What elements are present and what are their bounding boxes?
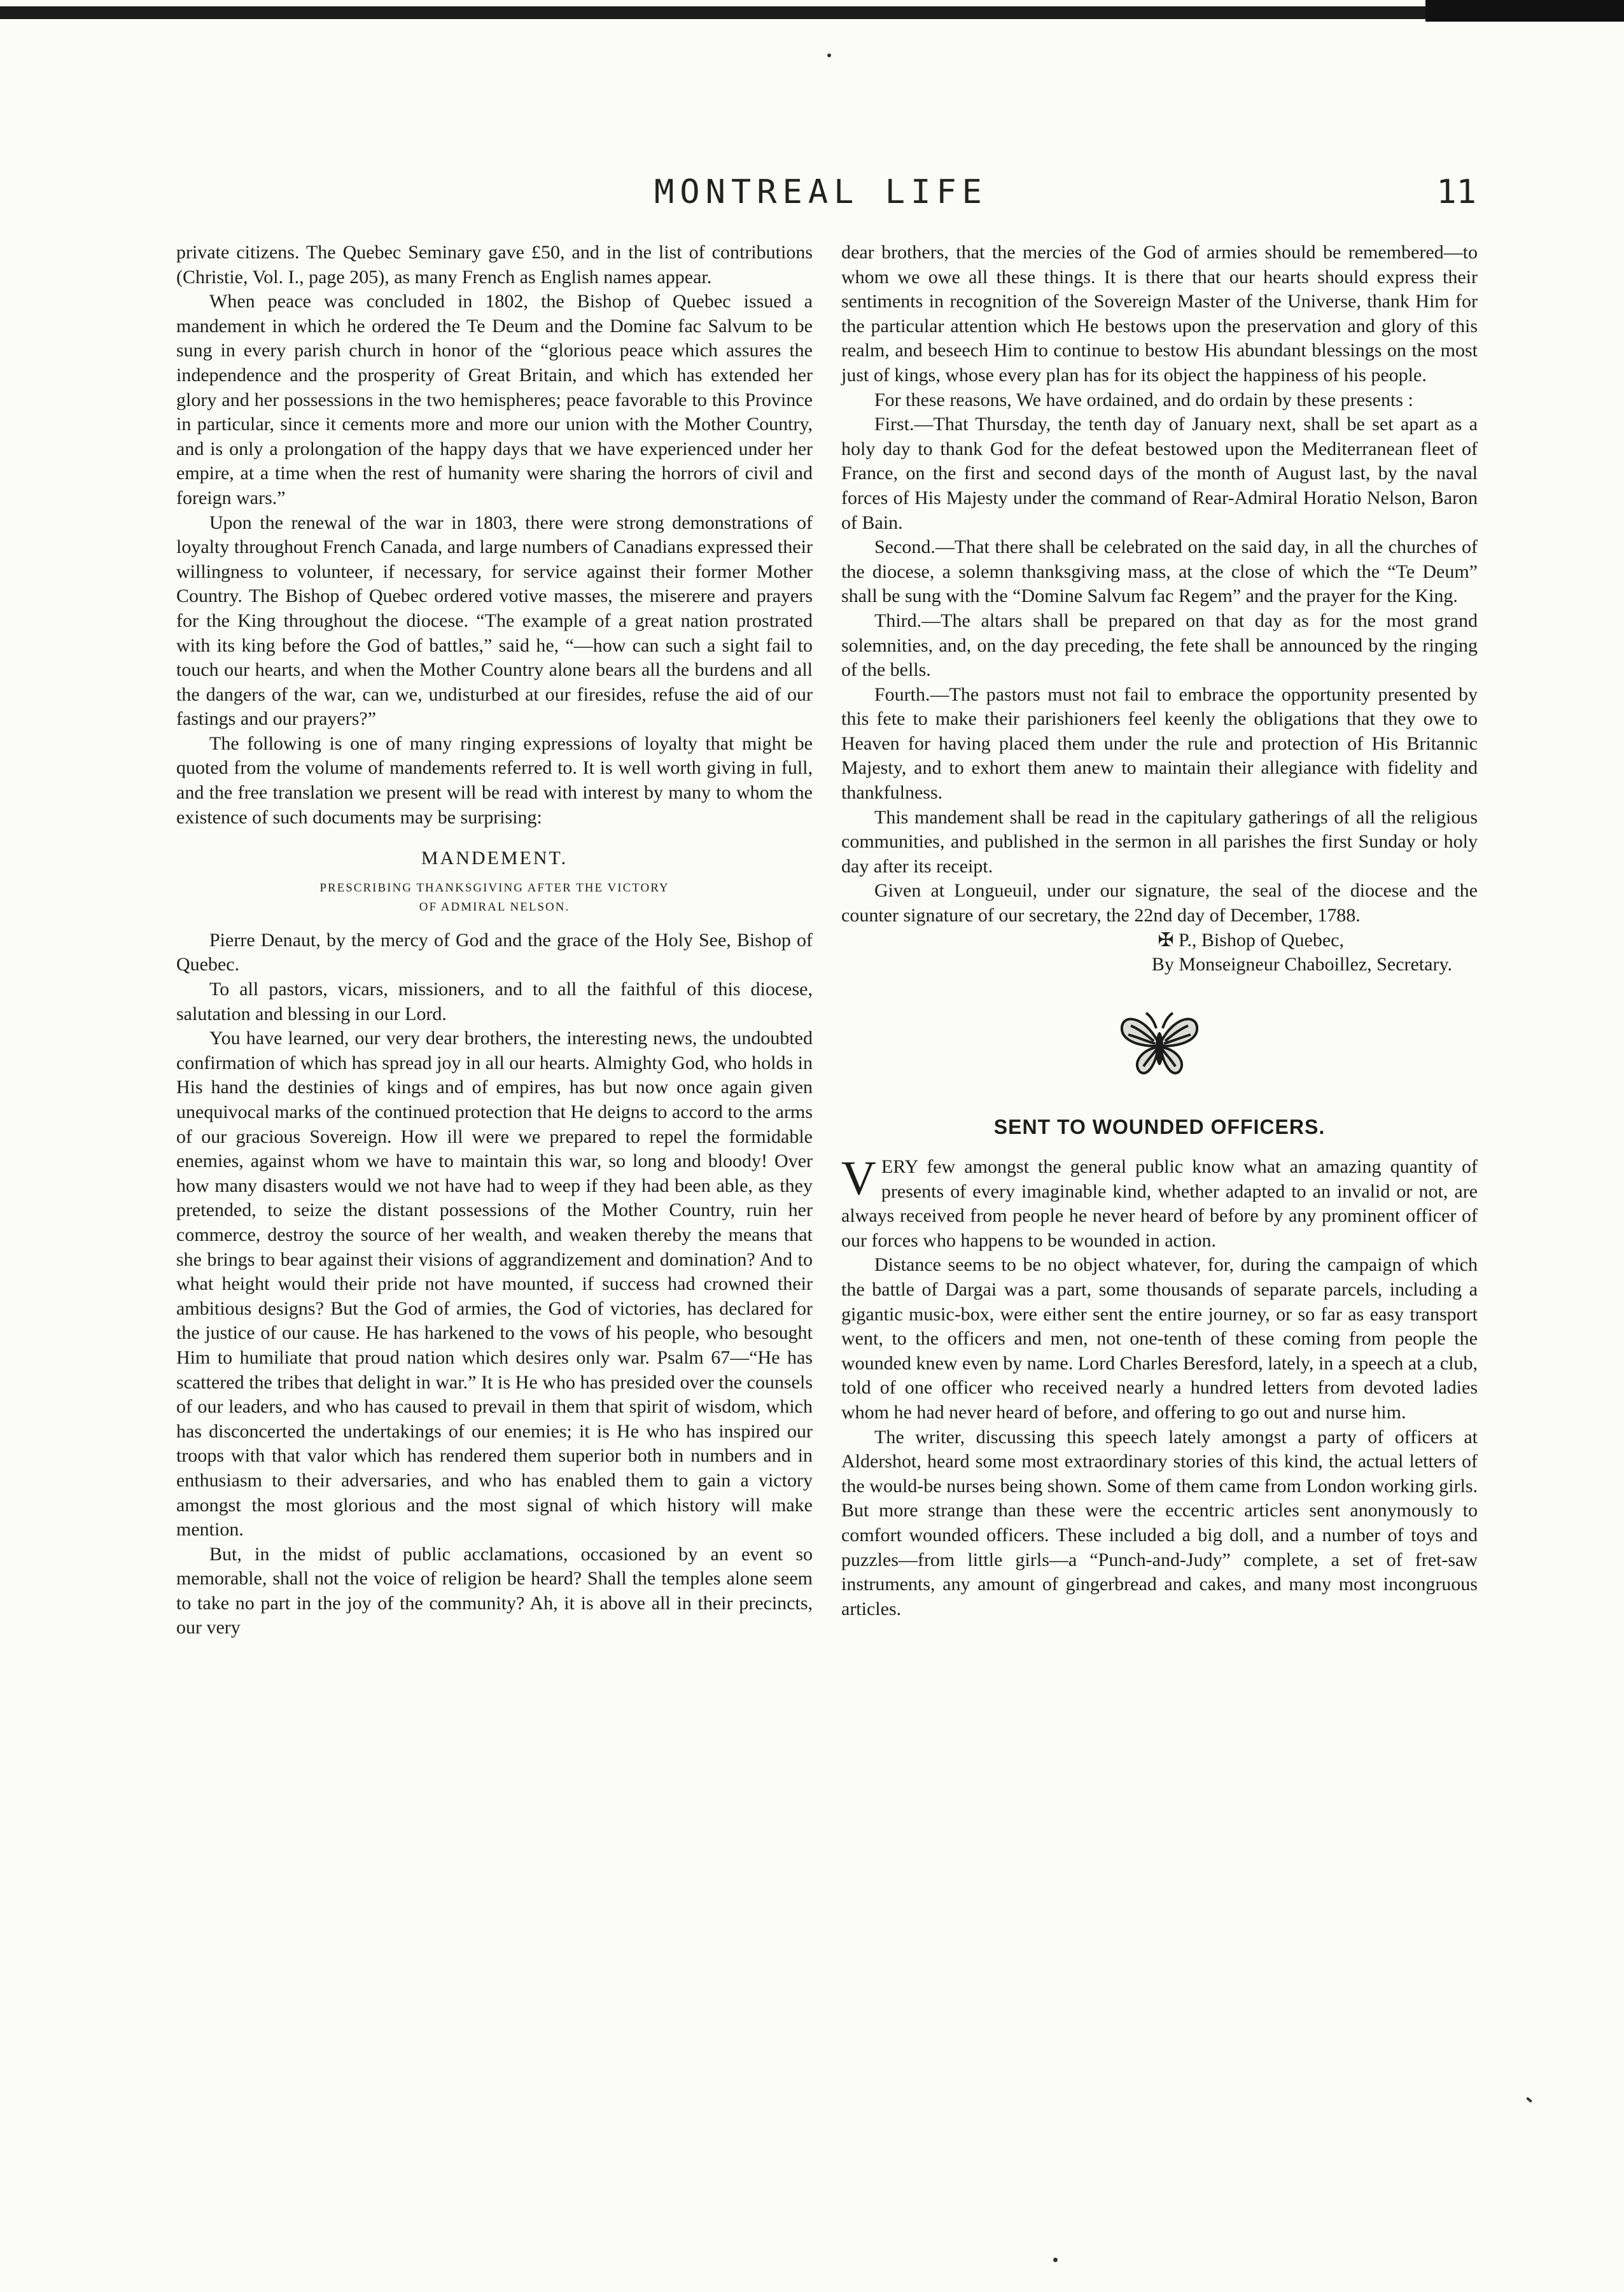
signature-secretary: By Monseigneur Chaboillez, Secretary. [1151,954,1452,975]
paragraph-lead-text: ERY few amongst the general public know what an amazing quantity of presents of every imaginable kind, whether adapted to an invalid or not, are always received from people he never heard of before by any prominent officer of our forces who happens to be wounded in action. [841,1156,1478,1251]
left-column [176,241,813,1640]
page-number: 11 [1436,173,1476,211]
right-column [841,241,1478,1621]
journal-title: MONTREAL LIFE [654,173,988,211]
butterfly-ornament-svg [1118,1009,1201,1079]
top-border-bar-thick [1425,0,1624,22]
paragraph: Second.—That there shall be celebrated on the said day, in all the churches of the diocese, a solemn thanksgiving mass, at the close of which the “Te Deum” shall be sung with the “Domine Salvum fac Regem” and the prayer for the King. [841,536,1478,607]
top-border-bar [0,6,1585,19]
paragraph: To all pastors, vicars, missioners, and to all the faithful of this diocese, salutation and blessing in our Lord. [176,979,813,1024]
running-header [165,173,1476,211]
section-title: MANDEMENT. [421,848,568,869]
paragraph: You have learned, our very dear brothers, the interesting news, the undoubted confirmation of which has spread joy in all our hearts. Almighty God, who holds in His hand the destinies of kings and of empires, has but now once again given unequivocal marks of the continued protection that He deigns to accord to the arms of our gracious Sovereign. How ill were we prepared to repel the formidable enemies, against whom we have to maintain this war, so long and bloody! Over how many disasters would we not have had to weep if they had been able, as they pretended, to seize the distant possessions of the Mother Country, ruin her commerce, destroy the source of her wealth, and weaken thereby the means that she brings to bear against their visions of aggrandizement and domination? And to what height would their pride not have mounted, if success had crowned their ambitious designs? But the God of armies, the God of victories, has declared for the justice of our cause. He has harkened to the vows of his people, who besought Him to humiliate that proud nation which desires only war. Psalm 67—“He has scattered the tribes that delight in war.” It is He who has presided over the counsels of our leaders, and who has caused to prevail in them that spirit of wisdom, which has disconcerted the undertakings of our enemies; it is He who has inspired our troops with that valor which has rendered them superior both in numbers and in enthusiasm to their adversaries, and who has enabled them to gain a victory amongst the most glorious and the most signal of which history will make mention. [176,1028,813,1541]
scan-speck [1053,2258,1058,2262]
paragraph-lead [841,1152,1478,1253]
paragraph: Third.—The altars shall be prepared on that day as for the most grand solemnities, and, on the day preceding, the fete shall be announced by the ringing of the bells. [841,610,1478,681]
scan-speck [1526,2097,1532,2102]
signature-bishop: ✠ P., Bishop of Quebec, [1158,929,1344,951]
drop-cap: V [841,1152,876,1205]
section-subtitle-line: PRESCRIBING THANKSGIVING AFTER THE VICTORY [319,881,669,895]
paragraph: The writer, discussing this speech lately amongst a party of officers at Aldershot, heard some most extraordinary stories of this kind, the actual letters of the would-be nurses being shown. Some of them came from London working girls. But more strange than these were the eccentric articles sent anonymously to comfort wounded officers. These included a big doll, and a number of toys and puzzles—from little girls—a “Punch-and-Judy” complete, a set of fret-saw instruments, any amount of gingerbread and cakes, and many most incongruous articles. [841,1426,1478,1619]
paragraph: Pierre Denaut, by the mercy of God and the grace of the Holy See, Bishop of Quebec. [176,929,813,975]
paragraph: Distance seems to be no object whatever, for, during the campaign of which the battle of Dargai was a part, some thousands of separate parcels, including a gigantic music-box, were either sent the entire journey, or so far as easy transport went, to the officers and men, not one-tenth of these coming from people the wounded knew even by name. Lord Charles Beresford, lately, in a speech at a club, told of one officer who received nearly a hundred letters from devoted ladies whom he had never heard of before, and offering to go out and nurse him. [841,1254,1478,1423]
section-subtitle [176,879,813,917]
paragraph: When peace was concluded in 1802, the Bishop of Quebec issued a mandement in which he ordered the Te Deum and the Domine fac Salvum to be sung in every parish church in honor of the “glorious peace which assures the independence and the prosperity of Great Britain, and which has extended her glory and her possessions in the two hemispheres; peace favorable to this Province in particular, since it cements more and more our union with the Mother Country, and is only a prolongation of the happy days that we have experienced under her empire, at a time when the rest of humanity were sharing the horrors of civil and foreign wars.” [176,291,813,508]
paragraph: But, in the midst of public acclamations, occasioned by an event so memorable, shall not the voice of religion be heard? Shall the temples alone seem to take no part in the joy of the community? Ah, it is above all in their precincts, our very [176,1543,813,1639]
paragraph: Given at Longueuil, under our signature, the seal of the diocese and the counter signature of our secretary, the 22nd day of December, 1788. [841,880,1478,926]
paragraph: Upon the renewal of the war in 1803, there were strong demonstrations of loyalty throughout French Canada, and large numbers of Canadians expressed their willingness to volunteer, if necessary, for service against their former Mother Country. The Bishop of Quebec ordered votive masses, the miserere and prayers for the King throughout the diocese. “The example of a great nation prostrated with its king before the God of battles,” said he, “—how can such a sight fail to touch our hearts, and when the Mother Country alone bears all the burdens and all the dangers of the war, can we, undisturbed at our firesides, refuse the aid of our fastings and our prayers?” [176,512,813,730]
paragraph: The following is one of many ringing expressions of loyalty that might be quoted from the volume of mandements referred to. It is well worth giving in full, and the free translation we present will be read with interest by many to whom the existence of such documents may be surprising: [176,732,813,828]
paragraph: dear brothers, that the mercies of the God of armies should be remembered—to whom we owe all these things. It is there that our hearts should express their sentiments in recognition of the Sovereign Master of the Universe, thank Him for the particular attention which He bestows upon the preservation and glory of this realm, and beseech Him to continue to bestow His abundant blessings on the most just of kings, whose every plan has for its object the happiness of his people. [841,242,1478,386]
section-subtitle-line: OF ADMIRAL NELSON. [419,900,570,914]
article-title: SENT TO WOUNDED OFFICERS. [993,1115,1326,1139]
paragraph: Fourth.—The pastors must not fail to embrace the opportunity presented by this fete to make their parishioners feel keenly the obligations that they owe to Heaven for having placed them under the rule and protection of His Britannic Majesty, and to exhort them anew to maintain their allegiance with fidelity and thankfulness. [841,683,1478,804]
paragraph: private citizens. The Quebec Seminary gave £50, and in the list of contributions (Christie, Vol. I., page 205), as many French as English names appear. [176,242,813,288]
paragraph: First.—That Thursday, the tenth day of January next, shall be set apart as a holy day to thank God for the defeat bestowed upon the Mediterranean fleet of France, on the first and second days of the month of August last, by the naval forces of His Majesty under the command of Rear-Admiral Horatio Nelson, Baron of Bain. [841,414,1478,533]
scan-speck [827,53,831,57]
paragraph: This mandement shall be read in the capitulary gatherings of all the religious communities, and published in the sermon in all parishes the first Sunday or holy day after its receipt. [841,806,1478,877]
butterfly-ornament-icon [841,1009,1478,1086]
paragraph: For these reasons, We have ordained, and do ordain by these presents : [874,389,1413,410]
